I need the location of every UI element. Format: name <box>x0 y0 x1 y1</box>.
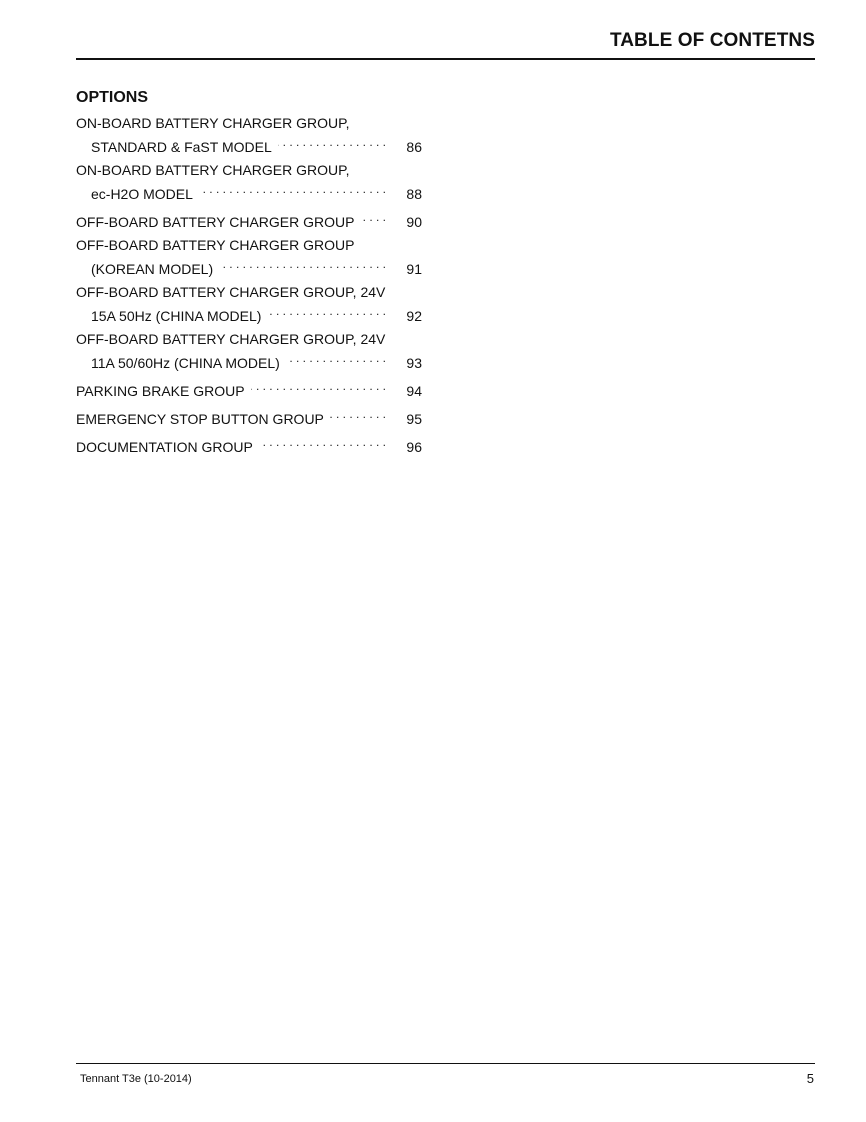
toc-entry-title: OFF-BOARD BATTERY CHARGER GROUP <box>76 237 355 253</box>
toc-entry-title: OFF-BOARD BATTERY CHARGER GROUP, 24V <box>76 331 386 347</box>
toc-entry[interactable] <box>76 405 422 429</box>
toc-entry-line <box>76 349 422 373</box>
toc-entry-line <box>76 255 422 279</box>
toc-entry-title: ec-H2O MODEL <box>91 186 193 202</box>
toc-entry-line <box>76 114 422 133</box>
toc-dot-leader <box>199 180 386 199</box>
toc-entry-title: ON-BOARD BATTERY CHARGER GROUP, <box>76 115 350 131</box>
toc-entry-title: PARKING BRAKE GROUP <box>76 383 245 399</box>
toc-entry-line <box>76 133 422 157</box>
toc-entry[interactable] <box>76 114 422 157</box>
toc-dot-leader <box>259 433 386 452</box>
toc-entry-title: EMERGENCY STOP BUTTON GROUP <box>76 411 324 427</box>
toc-entry-line <box>76 330 422 349</box>
toc-page-number: 95 <box>406 411 422 427</box>
toc-entry-title: DOCUMENTATION GROUP <box>76 439 253 455</box>
toc-entry[interactable] <box>76 330 422 373</box>
toc-entry-line <box>76 377 422 401</box>
toc-entry[interactable] <box>76 433 422 457</box>
toc-dot-leader <box>267 302 386 321</box>
toc-dot-leader <box>360 208 386 227</box>
toc-page-number: 90 <box>406 214 422 230</box>
toc-page-number: 86 <box>406 139 422 155</box>
toc-entry-line <box>76 180 422 204</box>
toc-dot-leader <box>330 405 386 424</box>
table-of-contents <box>76 114 422 461</box>
toc-page-number: 93 <box>406 355 422 371</box>
footer-divider <box>76 1063 815 1064</box>
toc-entry-title: STANDARD & FaST MODEL <box>91 139 272 155</box>
toc-entry-line <box>76 433 422 457</box>
toc-entry[interactable] <box>76 283 422 326</box>
toc-dot-leader <box>219 255 386 274</box>
toc-entry-line <box>76 161 422 180</box>
toc-entry-line <box>76 283 422 302</box>
toc-entry-line <box>76 405 422 429</box>
toc-dot-leader <box>251 377 386 396</box>
page-header-title: TABLE OF CONTETNS <box>609 30 815 51</box>
toc-page-number: 88 <box>406 186 422 202</box>
toc-entry-title: OFF-BOARD BATTERY CHARGER GROUP <box>76 214 355 230</box>
toc-entry[interactable] <box>76 236 422 279</box>
footer-page-number: 5 <box>806 1071 814 1086</box>
toc-dot-leader <box>286 349 386 368</box>
toc-entry-line <box>76 208 422 232</box>
toc-entry-title: (KOREAN MODEL) <box>91 261 214 277</box>
toc-entry[interactable] <box>76 377 422 401</box>
header-divider <box>76 58 815 60</box>
toc-entry[interactable] <box>76 208 422 232</box>
toc-entry[interactable] <box>76 161 422 204</box>
toc-entry-title: OFF-BOARD BATTERY CHARGER GROUP, 24V <box>76 284 386 300</box>
toc-entry-line <box>76 302 422 326</box>
toc-page-number: 96 <box>406 439 422 455</box>
footer-document-label: Tennant T3e (10-2014) <box>80 1073 192 1085</box>
toc-page-number: 94 <box>406 383 422 399</box>
toc-entry-title: 11A 50/60Hz (CHINA MODEL) <box>91 355 280 371</box>
toc-entry-title: 15A 50Hz (CHINA MODEL) <box>91 308 262 324</box>
toc-entry-title: ON-BOARD BATTERY CHARGER GROUP, <box>76 162 350 178</box>
toc-page-number: 92 <box>406 308 422 324</box>
toc-page-number: 91 <box>406 261 422 277</box>
toc-dot-leader <box>278 133 386 152</box>
section-heading: OPTIONS <box>76 89 149 106</box>
toc-entry-line <box>76 236 422 255</box>
